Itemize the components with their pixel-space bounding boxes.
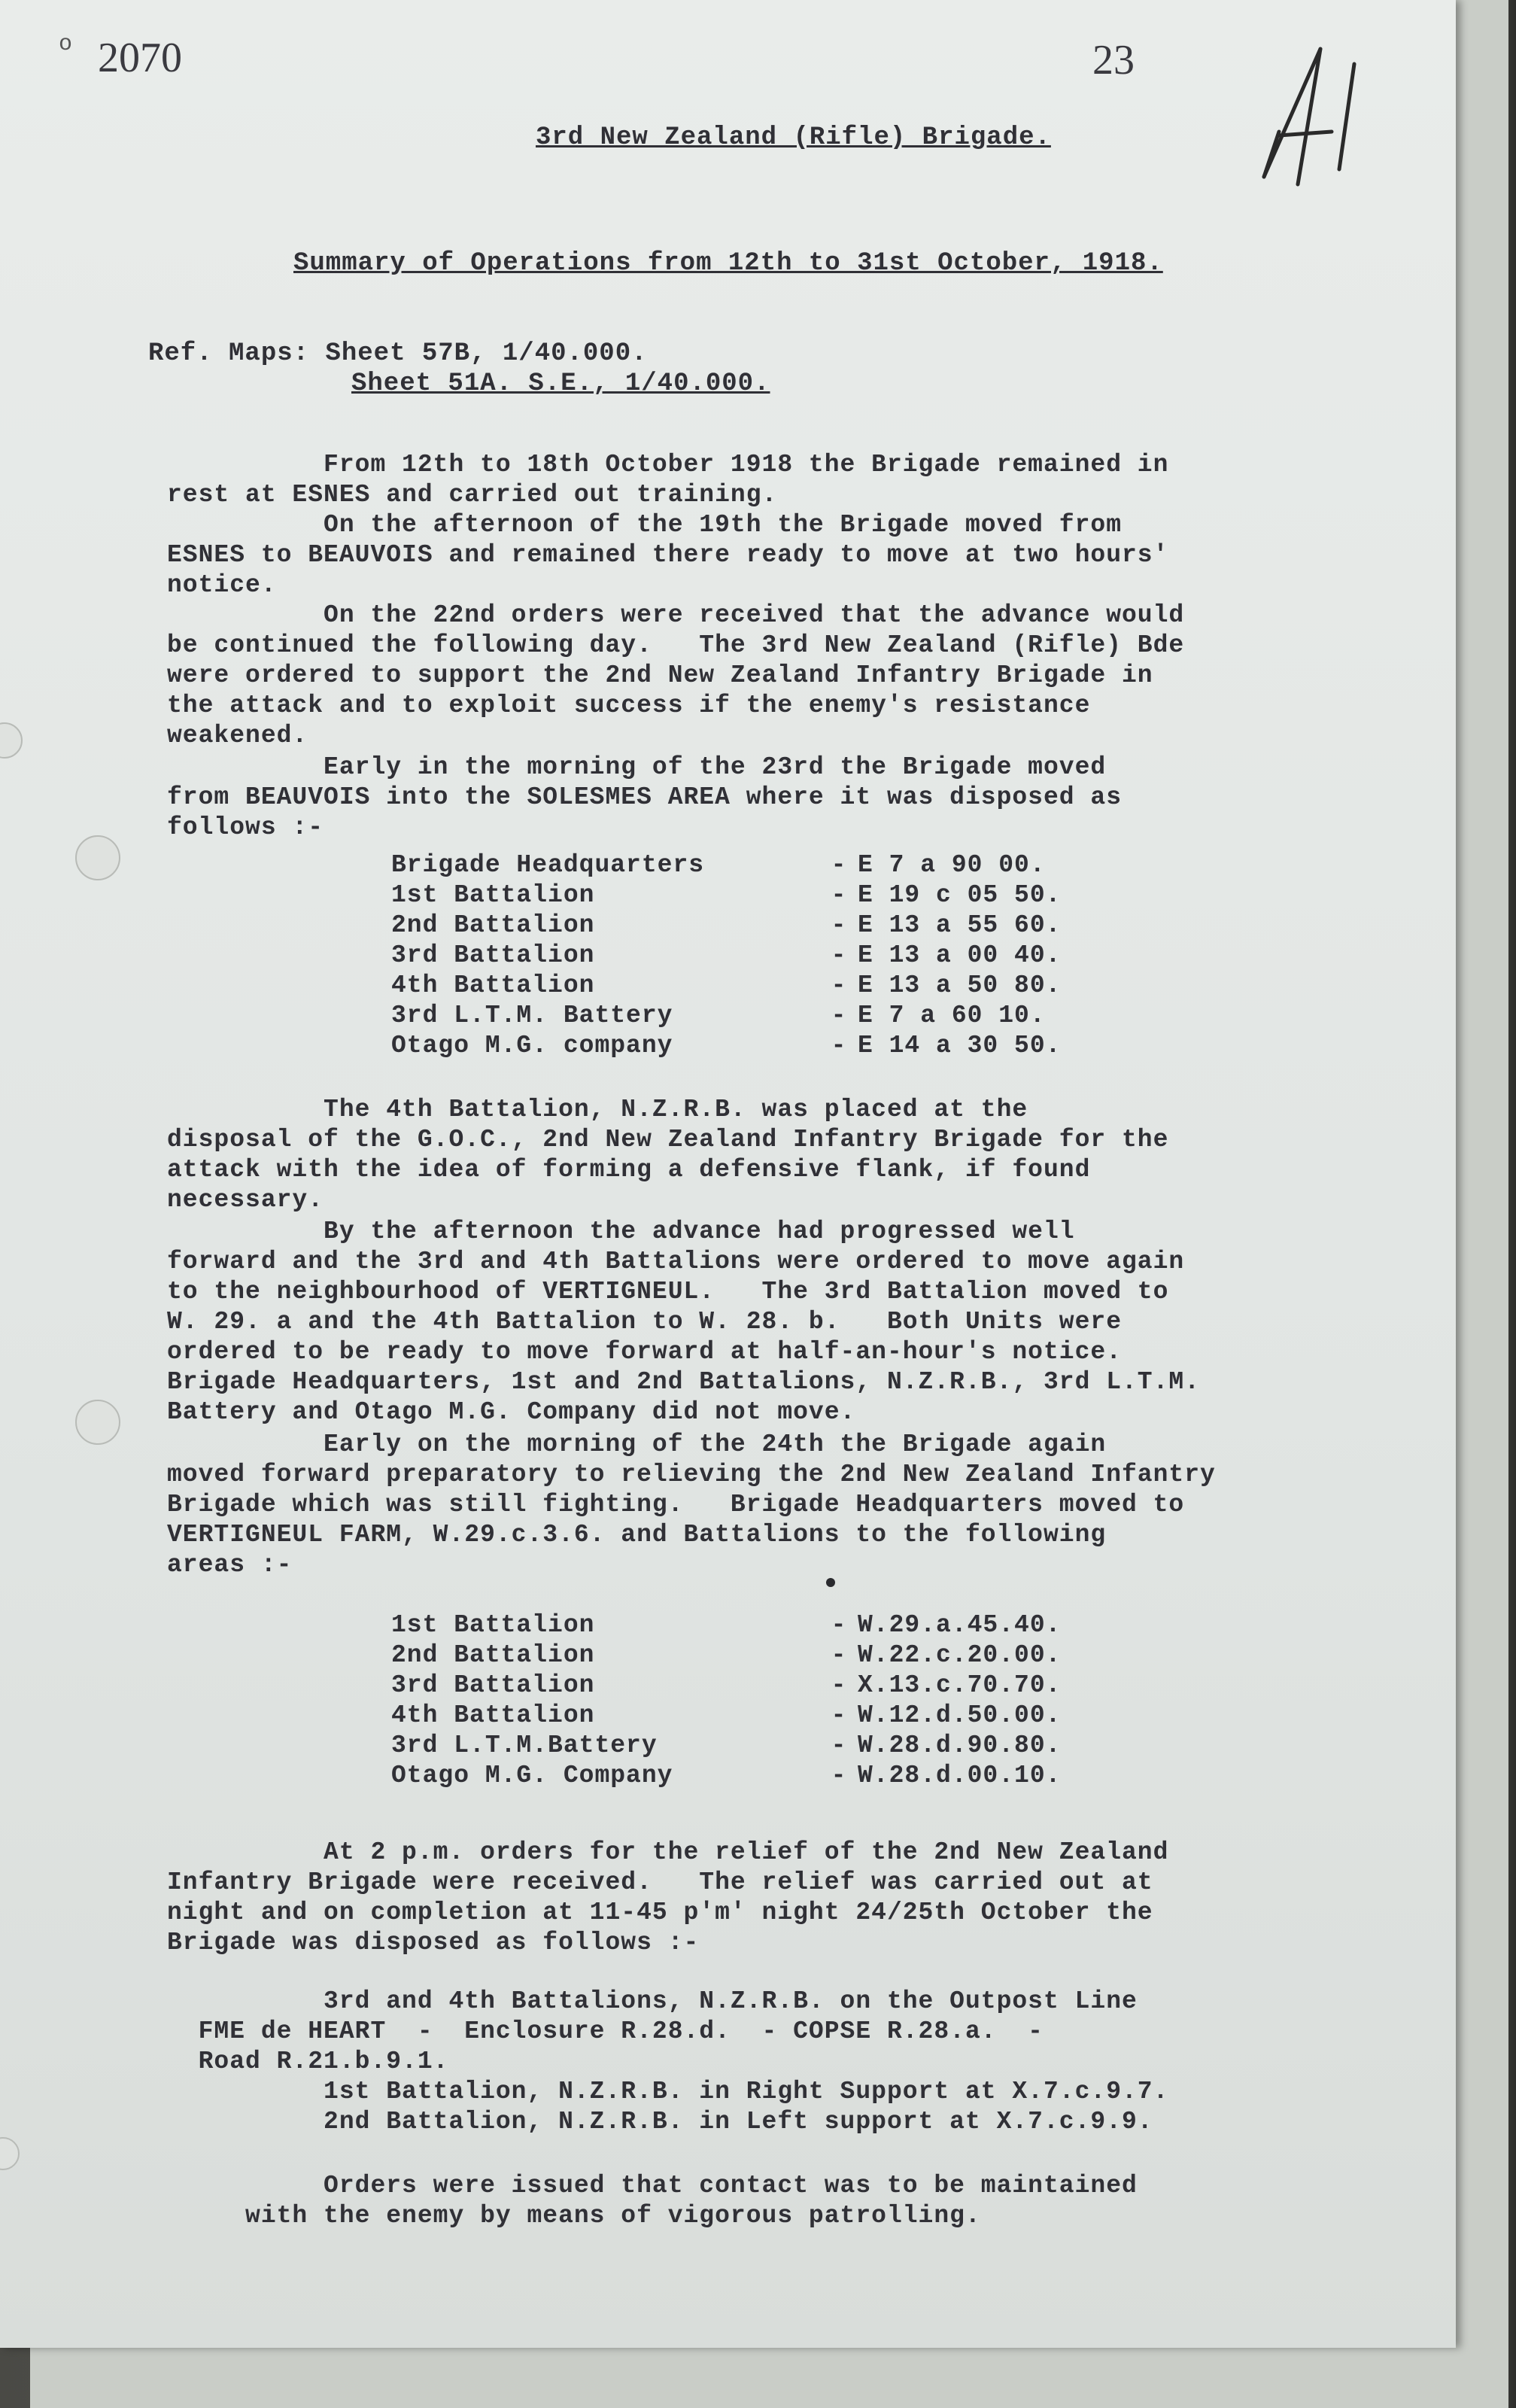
dash: - [831,881,847,909]
table-row [391,1610,1061,1640]
map-reference: W.28.d.00.10. [858,1762,1062,1789]
summary-heading: Summary of Operations from 12th to 31st October, 1918. [293,249,1163,278]
punch-hole [75,835,120,880]
map-reference: W.12.d.50.00. [858,1701,1062,1729]
dash: - [831,851,847,879]
margin-annotation-text: 1A [1249,41,1250,42]
punch-hole [0,722,23,759]
unit-name: 4th Battalion [391,971,595,999]
map-reference: E 19 c 05 50. [858,881,1062,909]
paragraph-8: At 2 p.m. orders for the relief of the 2nd New Zealand Infantry Brigade were received. The relief was carried out at night and on completion at 11-45 p'm' night 24/25th October the Brigade was disposed as follows :- [167,1838,1169,1956]
unit-name: Brigade Headquarters [391,851,705,879]
paragraph-4: Early in the morning of the 23rd the Brigade moved from BEAUVOIS into the SOLESMES AREA where it was disposed as follows :- [167,753,1122,841]
map-reference: W.29.a.45.40. [858,1611,1062,1639]
map-reference: W.22.c.20.00. [858,1641,1062,1669]
ink-dot [826,1578,835,1587]
dash: - [831,1701,847,1729]
doc-number-mark: o [59,32,73,57]
table-row [391,1761,1061,1791]
paragraph-9: 3rd and 4th Battalions, N.Z.R.B. on the Outpost Line FME de HEART - Enclosure R.28.d. - COPSE R.28.a. - Road R.21.b.9.1. 1st Battalion, N.Z.R.B. in Right Support at X.7.c.9.7. 2nd Battalion, N.Z.R.B. in Left support at X.7.c.9.9. [198,1987,1169,2136]
map-reference: X.13.c.70.70. [858,1671,1062,1699]
unit-name: 2nd Battalion [391,911,595,939]
unit-name: 4th Battalion [391,1701,595,1729]
handwritten-annotation [1249,41,1369,192]
dash: - [831,1732,847,1759]
unit-name: 3rd Battalion [391,1671,595,1699]
ref-map-2: Sheet 51A. S.E., 1/40.000. [351,369,770,398]
paragraph-5: The 4th Battalion, N.Z.R.B. was placed at the disposal of the G.O.C., 2nd New Zealand Infantry Brigade for the attack with the idea of forming a defensive flank, if found necessary. [167,1096,1169,1214]
ref-map-1: Sheet 57B, 1/40.000. [325,339,648,368]
map-reference: E 13 a 50 80. [858,971,1062,999]
map-reference: E 13 a 00 40. [858,941,1062,969]
map-reference: E 7 a 90 00. [858,851,1046,879]
unit-name: Otago M.G. company [391,1032,673,1060]
paragraph-10: Orders were issued that contact was to be maintained with the enemy by means of vigorous patrolling. [245,2172,1138,2230]
dash: - [831,1671,847,1699]
unit-name: 3rd L.T.M.Battery [391,1732,658,1759]
table-row [391,1701,1061,1731]
unit-name: 2nd Battalion [391,1641,595,1669]
unit-name: 3rd Battalion [391,941,595,969]
dash: - [831,971,847,999]
page-title: 3rd New Zealand (Rifle) Brigade. [536,123,1051,152]
page-number: 23 [1092,37,1135,84]
map-reference: E 14 a 30 50. [858,1032,1062,1060]
table-row [391,1640,1061,1671]
paragraph-7: Early on the morning of the 24th the Brigade again moved forward preparatory to relieving the 2nd New Zealand Infantry Brigade which was still fighting. Brigade Headquarters moved to VERTIGNEUL FARM, W.29.c.3.6. and Battalions to the following areas :- [167,1431,1216,1579]
paragraph-2: On the afternoon of the 19th the Brigade moved from ESNES to BEAUVOIS and remained there ready to move at two hours' notice. [167,511,1169,599]
dash: - [831,1762,847,1789]
dash: - [831,1032,847,1060]
table-row [391,1671,1061,1701]
map-reference: E 13 a 55 60. [858,911,1062,939]
unit-name: 1st Battalion [391,881,595,909]
paragraph-3: On the 22nd orders were received that the advance would be continued the following day. The 3rd New Zealand (Rifle) Bde were ordered to support the 2nd New Zealand Infantry Brigade in the attack and to exploit success if the enemy's resistance weakened. [167,601,1185,749]
table-row [391,941,1061,971]
dash: - [831,1002,847,1029]
dash: - [831,911,847,939]
table-row [391,1031,1061,1061]
table-row [391,1731,1061,1761]
dash: - [831,1611,847,1639]
table-row [391,971,1061,1001]
disposition-table-1 [391,850,1061,1061]
ref-maps-label: Ref. Maps: [148,339,310,368]
disposition-table-2 [391,1610,1061,1791]
map-reference: W.28.d.90.80. [858,1732,1062,1759]
punch-hole [75,1400,120,1445]
paragraph-1: From 12th to 18th October 1918 the Brigade remained in rest at ESNES and carried out training. [167,451,1169,509]
dash: - [831,941,847,969]
document-number: 2070 [98,35,182,81]
table-row [391,911,1061,941]
unit-name: 1st Battalion [391,1611,595,1639]
paragraph-6: By the afternoon the advance had progressed well forward and the 3rd and 4th Battalions were ordered to move again to the neighbourhood of VERTIGNEUL. The 3rd Battalion moved to W. 29. a and the 4th Battalion to W. 28. b. Both Units were ordered to be ready to move forward at half-an-hour's notice. Brigade Headquarters, 1st and 2nd Battalions, N.Z.R.B., 3rd L.T.M. Battery and Otago M.G. Company did not move. [167,1218,1201,1426]
dash: - [831,1641,847,1669]
table-row [391,880,1061,911]
table-row [391,1001,1061,1031]
unit-name: Otago M.G. Company [391,1762,673,1789]
ref-maps [148,339,648,369]
punch-hole [0,2137,20,2170]
unit-name: 3rd L.T.M. Battery [391,1002,673,1029]
table-row [391,850,1061,880]
map-reference: E 7 a 60 10. [858,1002,1046,1029]
